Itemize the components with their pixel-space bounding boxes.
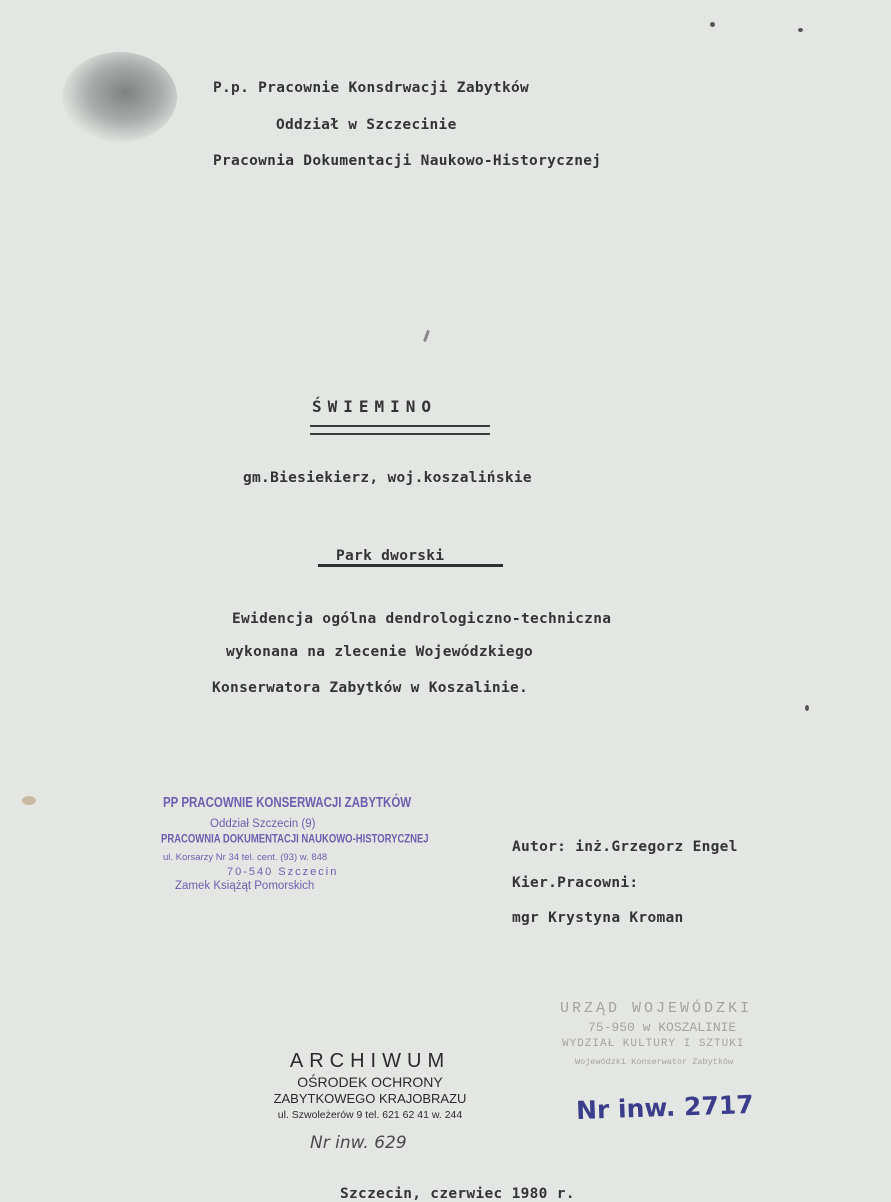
archive-inventory-number: Nr inw. 629: [310, 1133, 407, 1153]
ink-dot-top-right: [798, 28, 803, 32]
archive-line-2: OŚRODEK OCHRONY: [297, 1074, 443, 1090]
main-inventory-number: Nr inw. 2717: [575, 1089, 755, 1126]
ink-dot: [805, 705, 809, 711]
pencil-mark: [423, 330, 430, 342]
office-stamp-line-2: 75-950 w KOSZALINIE: [588, 1020, 737, 1035]
office-stamp-line-1: URZĄD WOJEWÓDZKI: [560, 1000, 753, 1017]
title-double-rule: [310, 425, 490, 435]
subject-underline: [318, 564, 503, 567]
ink-smudge: [62, 52, 177, 142]
description-line-2: wykonana na zlecenie Wojewódzkiego: [226, 644, 534, 660]
stamp-line-4: ul. Korsarzy Nr 34 tel. cent. (93) w. 848: [163, 852, 328, 863]
subject-title: Park dworski: [336, 548, 445, 564]
document-title: ŚWIEMINO: [312, 397, 438, 416]
office-stamp-line-4: Wojewódzki Konserwator Zabytków: [575, 1057, 734, 1067]
stamp-line-6: Zamek Książąt Pomorskich: [175, 880, 315, 892]
archive-title: ARCHIWUM: [289, 1050, 451, 1072]
head-of-workshop-label: Kier.Pracowni:: [512, 875, 639, 891]
description-line-3: Konserwatora Zabytków w Koszalinie.: [212, 680, 529, 696]
header-line-2: Oddział w Szczecinie: [276, 117, 457, 133]
ink-dot-top: [710, 22, 715, 27]
place-date: Szczecin, czerwiec 1980 r.: [340, 1186, 575, 1202]
archive-line-4: ul. Szwoleżerów 9 tel. 621 62 41 w. 244: [277, 1109, 463, 1121]
author-line: Autor: inż.Grzegorz Engel: [512, 839, 738, 855]
stamp-line-3: PRACOWNIA DOKUMENTACJI NAUKOWO-HISTORYCZNEJ: [161, 832, 429, 847]
header-line-3: Pracownia Dokumentacji Naukowo-Historycznej: [213, 153, 602, 169]
stamp-line-5: 70-540 Szczecin: [227, 866, 339, 878]
stamp-line-2: Oddział Szczecin (9): [210, 818, 316, 830]
description-line-1: Ewidencja ogólna dendrologiczno-techniczna: [232, 611, 612, 627]
paper-stain: [22, 796, 36, 805]
header-line-1: P.p. Pracownie Konsdrwacji Zabytków: [213, 80, 530, 96]
head-of-workshop-name: mgr Krystyna Kroman: [512, 910, 684, 926]
location-line: gm.Biesiekierz, woj.koszalińskie: [243, 470, 532, 486]
archive-line-3: ZABYTKOWEGO KRAJOBRAZU: [273, 1091, 467, 1106]
office-stamp-line-3: WYDZIAŁ KULTURY I SZTUKI: [562, 1038, 745, 1050]
stamp-line-1: PP PRACOWNIE KONSERWACJI ZABYTKÓW: [163, 795, 412, 811]
